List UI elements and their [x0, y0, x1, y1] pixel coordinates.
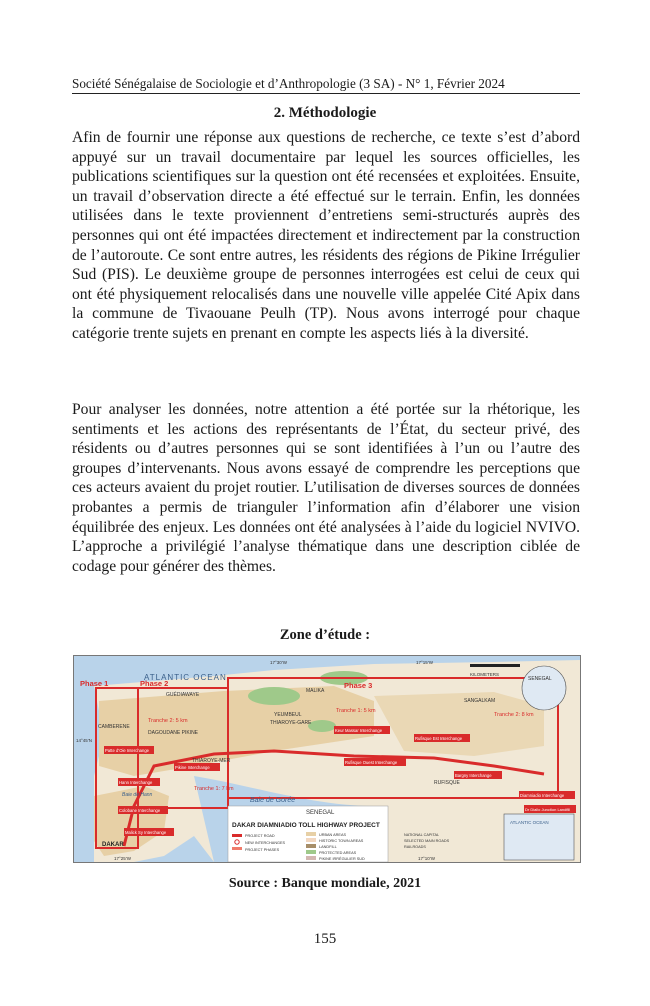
legend-label: NATIONAL CAPITAL: [404, 833, 440, 837]
coord-label: 17°15’W: [416, 660, 434, 665]
interchange-label: Bargny Interchange: [455, 773, 492, 778]
coord-label: 17°30’W: [270, 660, 288, 665]
dakar-city-label: DAKAR: [102, 842, 124, 848]
legend-label: RAILROADS: [404, 845, 426, 849]
country-label: SENEGAL: [306, 810, 335, 816]
interchange-label: Dr Diallo Junction Landfill: [525, 807, 571, 812]
page-number: 155: [313, 931, 337, 947]
place-label: RUFISQUE: [434, 780, 460, 786]
paragraph-2: Pour analyser les données, notre attention a été portée sur la rhétorique, les sentiments et les actions des représentants de l’État, du secteur privé, des résidents ou d’autres personnes qui se sont identifiées à l’un ou l’autre des groupes d’intervenants. Nous avons essayé de comprendre les perceptions que ces acteurs avaient du projet routier. L’utilisation de diverses sources de données probantes a permis de trianguler l’information afin d’élaborer une vision équilibrée des enjeux. Les données ont été analysées à l’aide du logiciel NVIVO. L’approche a privilégié l’analyse thématique dans une description ciblée de codage pour générer des thèmes.: [72, 401, 580, 575]
legend-label: PROJECT ROAD: [245, 834, 275, 838]
interchange-label: Keur Massar Interchange: [335, 728, 383, 733]
legend-label: HISTORIC TOWN AREAS: [319, 839, 364, 843]
interchange-label: Hann Interchange: [119, 780, 153, 785]
tranche-label: Tranche 1: 5 km: [336, 708, 376, 714]
phase-1-label: Phase 1: [80, 679, 109, 688]
interchange-label: Pikine Interchange: [175, 765, 210, 770]
study-area-map: [73, 655, 581, 863]
legend-swatch: [232, 834, 242, 837]
scale-bar: [470, 664, 520, 667]
figure-caption: Source : Banque mondiale, 2021: [228, 876, 422, 891]
section-title: 2. Méthodologie: [273, 105, 377, 121]
ocean-label: ATLANTIC OCEAN: [144, 673, 227, 682]
place-label: YEUMBEUL: [274, 712, 302, 718]
legend-label: LANDFILL: [319, 845, 337, 849]
interchange-label: Rufisque Est Interchange: [415, 736, 463, 741]
scale-label: KILOMETERS: [470, 672, 500, 677]
legend-label: URBAN AREAS: [319, 833, 347, 837]
project-title: DAKAR DIAMNIADIO TOLL HIGHWAY PROJECT: [232, 822, 380, 829]
legend-swatch: [306, 832, 316, 836]
interchange-label: Colobane Interchange: [119, 808, 161, 813]
dakar-inset-label: ATLANTIC OCEAN: [510, 820, 549, 825]
place-label: MALIKA: [306, 688, 325, 694]
place-label: THIAROYE-MER: [192, 758, 231, 764]
tranche-label: Tranche 2: 5 km: [148, 718, 188, 724]
running-header: Société Sénégalaise de Sociologie et d’Anthropologie (3 SA) - N° 1, Février 2024: [72, 76, 505, 91]
paragraph-1: Afin de fournir une réponse aux questions de recherche, ce texte s’est d’abord appuyé sur un travail documentaire par lequel les sources officielles, les publications scientifiques sur la question ont été recensées et exploitées. Ensuite, un travail d’observation directe a été effectué sur le terrain. Enfin, les données utilisées dans le texte proviennent d’entretiens semi-structurés auprès des personnes qui ont été impactées directement et indirectement par la construction de l’autoroute. Ce sont entre autres, les résidents des régions de Pikine Irrégulier Sud (PIS). Le deuxième groupe de personnes interrogées est celui de ceux qui ont été physiquement relocalisés dans une nouvelle ville appelée Cité Apix dans la commune de Tivaouane Peulh (TP). Nous avons interrogé pour chaque catégorie trente sujets en prenant en compte les aspects liés à la diversité.: [72, 129, 580, 342]
place-label: GUÉDIAWAYE: [166, 692, 200, 698]
phase-2-label: Phase 2: [140, 679, 169, 688]
phase-3-label: Phase 3: [344, 681, 373, 690]
legend-swatch: [306, 850, 316, 854]
coord-label: 14°45’N: [76, 738, 93, 743]
place-label: THIAROYE-GARE: [270, 720, 312, 726]
legend-label: SELECTED MAIN ROADS: [404, 839, 450, 843]
place-label: SANGALKAM: [464, 698, 496, 704]
legend-swatch: [232, 847, 242, 850]
senegal-inset-label: SENEGAL: [528, 676, 552, 682]
legend-label: PROTECTED AREAS: [319, 851, 357, 855]
figure-title: Zone d’étude :: [279, 627, 371, 643]
interchange-label: Patte d’Oie Interchange: [105, 748, 149, 753]
legend-label: PIKINE IRRÉGULIER SUD: [319, 857, 365, 861]
tranche-label: Tranche 2: 8 km: [494, 712, 534, 718]
interchange-label: Rufisque Ouest Interchange: [345, 760, 398, 765]
coord-label: 17°10’W: [418, 856, 436, 861]
map-protected-area: [248, 687, 300, 705]
interchange-label: Diamniadio Interchange: [520, 793, 565, 798]
coord-label: 17°25’W: [114, 856, 132, 861]
bay-label: Baie de Gorée: [250, 797, 296, 804]
map-protected-area-3: [308, 720, 336, 732]
legend-swatch: [306, 844, 316, 848]
header-rule: [72, 93, 580, 94]
interchange-label: Malick Sy Interchange: [125, 830, 167, 835]
place-label: Baie de Hann: [122, 792, 153, 798]
legend-swatch: [306, 838, 316, 842]
legend-swatch: [306, 856, 316, 860]
place-label: DAGOUDANE PIKINE: [148, 730, 199, 736]
senegal-inset: [522, 666, 566, 710]
legend-label: NEW INTERCHANGES: [245, 841, 286, 845]
place-label: CAMBERENE: [98, 724, 130, 730]
tranche-label: Tranche 1: 7 km: [194, 786, 234, 792]
legend-label: PROJECT PHASES: [245, 848, 280, 852]
